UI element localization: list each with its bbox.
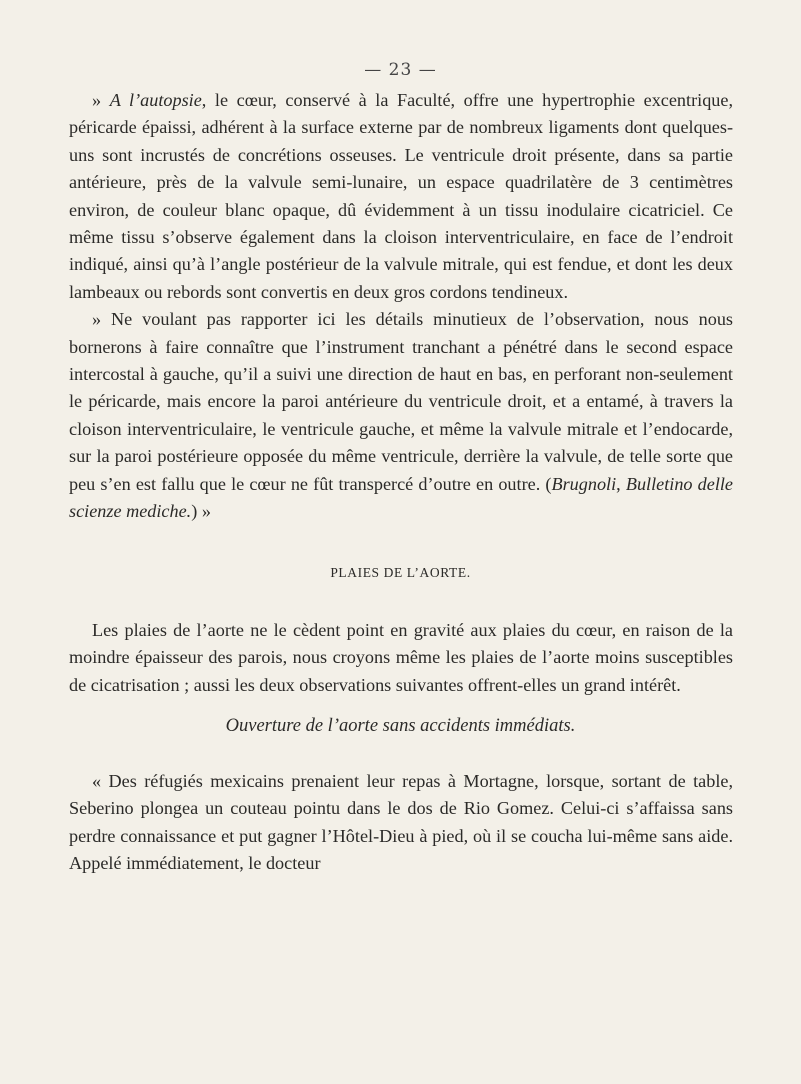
- details-body: » Ne voulant pas rapporter ici les détails minutieux de l’observation, nous nous bornerons à faire connaître que l’instrument tranchant a pénétré dans le second espace intercostal à gauche, qu’il a suivi une direction de haut en bas, en perforant non-seulement le péricarde, mais encore la paroi antérieure du ventricule droit, et a entamé, à travers la cloison interventriculaire, le ventricule gauche, et même la valvule mitrale et l’endocarde, sur la paroi postérieure opposée du même ventricule, derrière la valvule, de telle sorte que peu s’en est fallu que le cœur ne fût transpercé d’outre en outre. (: [69, 309, 733, 494]
- open-quote: »: [92, 90, 110, 110]
- page-number: — 23 —: [364, 60, 437, 80]
- details-close: ) »: [191, 501, 211, 522]
- aorta-intro-paragraph: Les plaies de l’aorte ne le cèdent point en gravité aux plaies du cœur, en raison de la moindre épaisseur des parois, nous croyons même les plaies de l’aorte moins susceptibles de cicatrisation ; aussi les deux observations suivantes offrent-elles un grand intérêt.: [69, 620, 733, 695]
- autopsy-block: [69, 87, 733, 526]
- autopsy-lead: A l’autopsie: [109, 90, 202, 110]
- autopsy-body: , le cœur, conservé à la Faculté, offre une hypertrophie excentrique, péricarde épaissi, adhérent à la surface externe par de nombreux ligaments dont quelques-uns sont incrustés de concrétions osseuses. Le ventricule droit présente, dans sa partie antérieure, près de la valvule semi-lunaire, un espace quadrilatère de 3 centimètres environ, de couleur blanc opaque, dû évidemment à un tissu inodulaire cicatriciel. Ce même tissu s’observe également dans la cloison interventriculaire, en face de l’endroit indiqué, ainsi qu’à l’angle postérieur de la valvule mitrale, qui est fendue, et dont les deux lambeaux ou rebords sont convertis en deux gros cordons tendineux.: [69, 90, 733, 302]
- case-paragraph: « Des réfugiés mexicains prenaient leur repas à Mortagne, lorsque, sortant de table, Seberino plongea un couteau pointu dans le dos de Rio Gomez. Celui-ci s’affaissa sans perdre connaissance et put gagner l’Hôtel-Dieu à pied, où il se coucha lui-même sans aide. Appelé immédiatement, le docteur: [69, 771, 733, 874]
- autopsy-paragraph: [69, 87, 733, 306]
- citation-author: Brugnoli: [551, 473, 617, 494]
- details-paragraph: [69, 306, 733, 525]
- subsection-heading: Ouverture de l’aorte sans accidents immédiats.: [225, 716, 576, 736]
- case-block: [69, 768, 733, 878]
- citation-sep: ,: [616, 473, 626, 494]
- section-heading: PLAIES DE L’AORTE.: [330, 565, 471, 580]
- aorta-intro-block: [69, 617, 733, 699]
- citation-journal: Bulletino delle scienze mediche.: [69, 473, 734, 522]
